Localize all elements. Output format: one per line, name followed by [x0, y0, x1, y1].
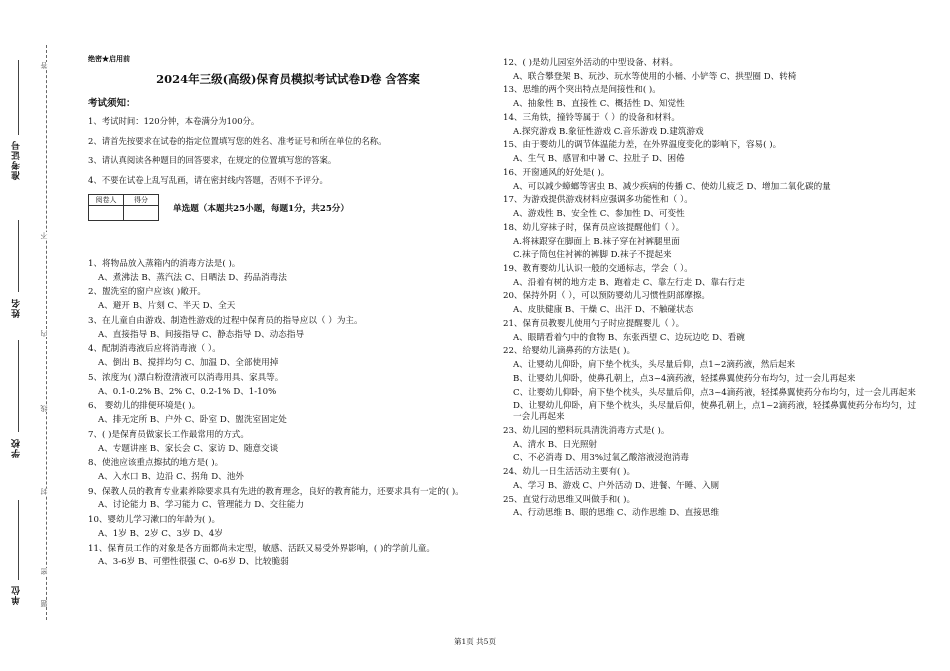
seal-mark: 题: [40, 600, 48, 607]
question-item: [503, 346, 923, 422]
question-text: 21、保育员教婴儿使用勺子时应提醒婴儿（ ）。: [503, 318, 685, 329]
question-item: [88, 344, 488, 368]
page-title: 2024年三级(高级)保育员模拟考试试卷D卷 含答案: [156, 71, 420, 86]
answer-options: A、生气 B、感冒和中暑 C、拉肚子 D、困倦: [513, 154, 685, 165]
answer-options: A、联合攀登架 B、玩沙、玩水等使用的小桶、小铲等 C、拱型圈 D、转椅: [513, 71, 797, 82]
question-text: 11、保育员工作的对象是各方面都尚未定型，敏感、活跃又易受外界影响，( )的学前儿童。: [88, 543, 435, 554]
question-item: [88, 544, 488, 568]
question-text: 13、思维的两个突出特点是间接性和( )。: [503, 85, 661, 96]
secret-label: 绝密★启用前: [88, 54, 130, 63]
answer-options: A.将袜跟穿在脚面上 B.袜子穿在衬裤腿里面: [513, 236, 680, 247]
question-item: [503, 168, 923, 192]
exam-number-underline: [18, 60, 19, 135]
answer-options: A、抽象性 B、直接性 C、概括性 D、知觉性: [513, 99, 685, 110]
score-header: 得分: [124, 195, 159, 206]
question-text: 2、盥洗室的窗户应该( )敞开。: [88, 287, 207, 298]
answer-options: A、1岁 B、2岁 C、3岁 D、4岁: [98, 528, 223, 539]
question-text: 14、三角铁，撞铃等属于（ ）的设备和材料。: [503, 112, 680, 123]
answer-options: A、直接指导 B、间接指导 C、静态指导 D、动态指导: [98, 329, 305, 340]
answer-options: A.探究游戏 B.象征性游戏 C.音乐游戏 D.建筑游戏: [513, 126, 704, 137]
answer-options: A、煮沸法 B、蒸汽法 C、日晒法 D、药品消毒法: [98, 272, 287, 283]
answer-options: C.袜子筒包住衬裤的裤脚 D.袜子不提起来: [513, 250, 672, 261]
question-item: [503, 85, 923, 109]
left-column: [88, 55, 488, 572]
answer-options: B、让婴幼儿仰卧，使鼻孔朝上，点3~4滴药液，轻揉鼻翼使药分布均匀，过一会儿再起来: [513, 373, 856, 384]
answer-options: A、眼睛看着勺中的食物 B、东张西望 C、边玩边吃 D、看碗: [513, 332, 745, 343]
answer-options: C、让婴幼儿仰卧，肩下垫个枕头，头尽量后仰，点3~4滴药液，轻揉鼻翼使药分布均匀，过一会儿再起来: [513, 387, 916, 398]
answer-options: A、倒出 B、搅拌均匀 C、加温 D、全部使用掉: [98, 358, 279, 369]
answer-options: A、3-6岁 B、可塑性很强 C、0-6岁 D、比较脆弱: [98, 557, 289, 568]
question-list-right: [503, 58, 923, 519]
label-exam-number: 准考证号: [12, 140, 22, 180]
name-underline: [18, 220, 19, 292]
unit-underline: [18, 500, 19, 580]
answer-options: A、清水 B、日光照射: [513, 439, 598, 450]
question-text: 4、配制消毒液后应将消毒液（ ）。: [88, 344, 221, 355]
notice-item: 3、请认真阅读各种题目的回答要求，在规定的位置填写您的答案。: [88, 155, 337, 165]
answer-options: D、让婴幼儿仰卧，肩下垫个枕头，头尽量后仰，使鼻孔朝上，点1~2滴药液，轻揉鼻翼使药分布均匀，过一会儿再起来: [513, 401, 917, 423]
grader-block: [88, 194, 488, 221]
question-list-left: [88, 259, 488, 568]
question-item: [503, 140, 923, 164]
answer-options: A、让婴幼儿仰卧，肩下垫个枕头，头尽量后仰，点1~2滴药液，然后起来: [513, 360, 796, 371]
seal-mark: 内: [40, 330, 48, 337]
question-item: [503, 319, 923, 343]
grader-header: 阅卷人: [89, 195, 124, 206]
question-text: 23、幼儿园的塑料玩具清洗消毒方式是( )。: [503, 425, 670, 436]
question-item: [503, 113, 923, 137]
notice-item: 1、考试时间：120分钟，本卷满分为100分。: [88, 116, 260, 126]
right-column: [503, 58, 923, 522]
question-item: [503, 495, 923, 519]
question-text: 24、幼儿一日生活活动主要有( )。: [503, 467, 636, 478]
seal-mark: 答: [40, 62, 48, 69]
question-text: 3、在儿童自由游戏、制造性游戏的过程中保育员的指导应以（ ）为主。: [88, 315, 363, 326]
question-item: [88, 373, 488, 397]
question-item: [88, 287, 488, 311]
label-unit: 单位: [12, 585, 22, 605]
question-text: 12、( )是幼儿园室外活动的中型设备、材料。: [503, 58, 679, 68]
question-text: 5、浓度为( )漂白粉澄清液可以消毒用具、家具等。: [88, 372, 284, 383]
question-item: [88, 515, 488, 539]
answer-options: A、专题讲座 B、家长会 C、家访 D、随意交谈: [98, 443, 279, 454]
question-item: [503, 58, 923, 82]
notice-heading: 考试须知：: [88, 98, 136, 110]
question-text: 10、婴幼儿学习漱口的年龄为( )。: [88, 515, 221, 526]
answer-options: A、沿着有树的地方走 B、跑着走 C、靠左行走 D、靠右行走: [513, 277, 745, 288]
question-text: 7、( )是保育员做家长工作最常用的方式。: [88, 429, 249, 440]
page-footer: 第1页 共5页: [454, 637, 496, 646]
label-school: 学校: [12, 438, 22, 458]
answer-options: A、皮肤健康 B、干燥 C、出汗 D、不触碰状态: [513, 305, 694, 316]
answer-options: A、可以减少蟑螂等害虫 B、减少疾病的传播 C、使幼儿疲乏 D、增加二氧化碳的量: [513, 181, 831, 192]
question-item: [88, 401, 488, 425]
question-item: [88, 259, 488, 283]
question-item: [503, 195, 923, 219]
grader-table: [88, 194, 159, 221]
question-item: [88, 316, 488, 340]
question-item: [503, 426, 923, 464]
section-heading: 单选题（本题共25小题，每题1分，共25分）: [173, 204, 349, 214]
answer-options: A、讨论能力 B、学习能力 C、管理能力 D、交往能力: [98, 500, 305, 511]
notice-item: 4、不要在试卷上乱写乱画，请在密封线内答题，否则不予评分。: [88, 174, 328, 185]
seal-mark: 不: [40, 232, 48, 239]
answer-options: A、排无定所 B、户外 C、卧室 D、盥洗室固定处: [98, 415, 287, 426]
answer-options: A、学习 B、游戏 C、户外活动 D、进餐、午睡、入厕: [513, 480, 720, 491]
school-underline: [18, 340, 19, 432]
seal-mark: 封: [40, 488, 48, 495]
seal-mark: 密: [40, 568, 48, 575]
binding-margin: [0, 0, 60, 671]
answer-options: A、游戏性 B、安全性 C、参加性 D、可变性: [513, 209, 685, 220]
notice-item: 2、请首先按要求在试卷的指定位置填写您的姓名、准考证号和所在单位的名称。: [88, 135, 387, 146]
answer-options: A、入水口 B、边沿 C、拐角 D、池外: [98, 472, 244, 483]
question-text: 1、将物品放入蒸箱内的消毒方法是( )。: [88, 259, 241, 269]
answer-options: C、不必消毒 D、用3%过氧乙酸溶液浸泡消毒: [513, 453, 689, 464]
answer-options: A、避开 B、片刻 C、半天 D、全天: [98, 301, 236, 312]
question-item: [88, 487, 488, 511]
answer-options: A、行动思维 B、眼的思维 C、动作思维 D、直接思维: [513, 508, 720, 519]
question-item: [503, 223, 923, 261]
question-text: 9、保教人员的教育专业素养除要求具有先进的教育理念，良好的教育能力，还要求具有一定的( )。: [88, 486, 464, 497]
question-text: 25、直觉行动思维又叫做手和( )。: [503, 494, 636, 505]
question-item: [88, 430, 488, 454]
question-item: [503, 264, 923, 288]
question-item: [88, 458, 488, 482]
question-text: 17、为游戏提供游戏材料应强调多功能性和（ ）。: [503, 195, 693, 206]
grader-cell[interactable]: [89, 206, 124, 221]
score-cell[interactable]: [124, 206, 159, 221]
answer-options: A、0.1-0.2% B、2% C、0.2-1% D、1-10%: [98, 386, 277, 397]
seal-mark: 线: [40, 405, 48, 412]
question-text: 6、 婴幼儿的排便环境是( )。: [88, 401, 201, 412]
question-text: 19、教育婴幼儿认识一般的交通标志，学会（ ）。: [503, 264, 693, 275]
label-name: 姓名: [12, 298, 22, 318]
question-item: [503, 291, 923, 315]
question-text: 8、使池应该重点擦拭的地方是( )。: [88, 458, 224, 469]
question-text: 22、给婴幼儿滴鼻药的方法是( )。: [503, 346, 636, 357]
question-text: 20、保持外阴（ ），可以预防婴幼儿习惯性阴部摩擦。: [503, 291, 711, 302]
question-text: 18、幼儿穿袜子时，保育员应该提醒他们（ ）。: [503, 222, 685, 233]
question-text: 15、由于婴幼儿的调节体温能力差，在外界温度变化的影响下，容易( )。: [503, 140, 782, 151]
question-text: 16、开窗通风的好处是( )。: [503, 167, 610, 178]
question-item: [503, 467, 923, 491]
